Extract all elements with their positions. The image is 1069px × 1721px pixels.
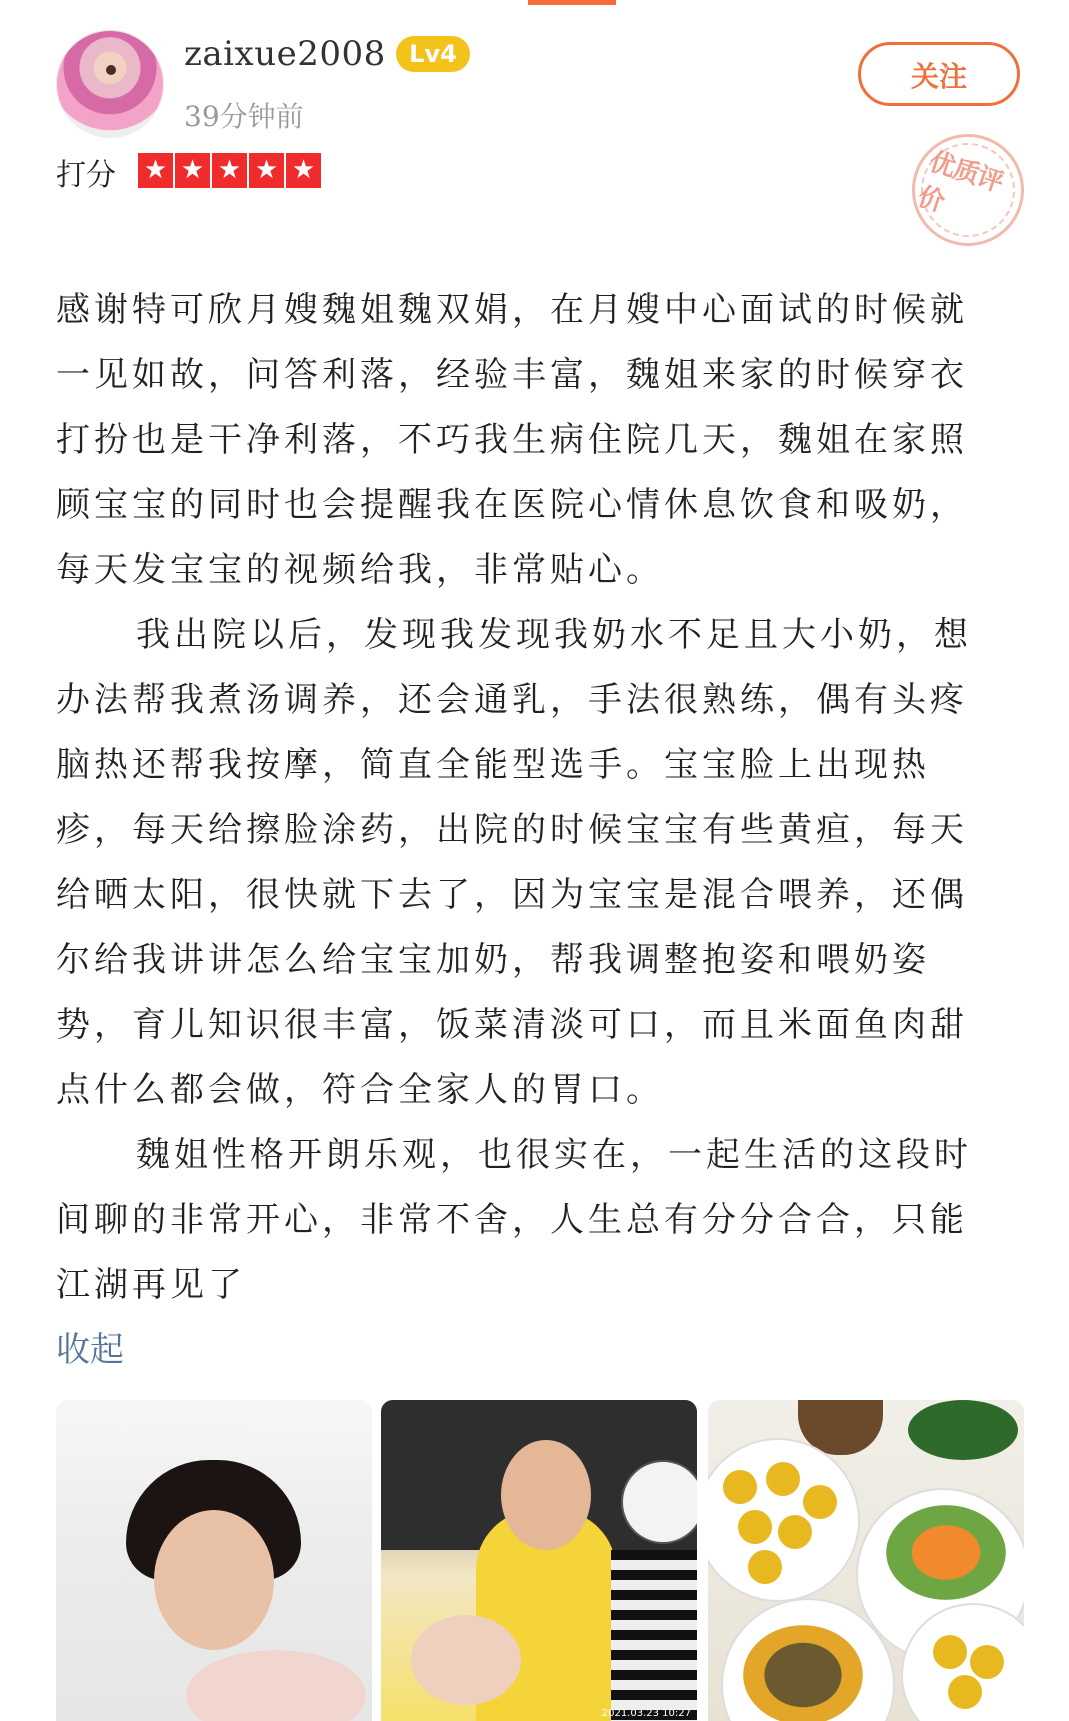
photo-bun [778,1515,812,1549]
username[interactable]: zaixue2008 [184,34,386,74]
collapse-link[interactable]: 收起 [56,1330,124,1370]
avatar[interactable] [56,30,164,138]
photo-bun [738,1510,772,1544]
rating-stars [138,153,321,188]
review-paragraph: 魏姐性格开朗乐观，也很实在，一起生活的这段时间聊的非常开心，非常不舍，人生总有分分合合，只能江湖再见了 [56,1135,972,1305]
avatar-detail [106,65,116,75]
photo-baby [411,1615,521,1705]
review-photo-2[interactable] [381,1400,697,1721]
photo-baby [186,1650,366,1721]
review-photo-3[interactable] [708,1400,1024,1721]
photo-face [501,1440,591,1550]
follow-button[interactable]: 关注 [858,42,1020,106]
photo-striped-shirt [611,1550,697,1721]
photo-bun [748,1550,782,1584]
star-icon: ★ [286,153,321,188]
cat-sticker-icon [621,1460,697,1544]
photo-greens [908,1400,1018,1460]
photo-bun [723,1470,757,1504]
photo-bun [933,1635,967,1669]
review-paragraph: 我出院以后，发现我发现我奶水不足且大小奶，想办法帮我煮汤调养，还会通乳，手法很熟练，偶有头疼脑热还帮我按摩，简直全能型选手。宝宝脸上出现热疹，每天给擦脸涂药，出院的时候宝宝有些黄疸，每天给晒太阳，很快就下去了，因为宝宝是混合喂养，还偶尔给我讲讲怎么给宝宝加奶，帮我调整抱姿和喂奶姿势，育儿知识很丰富，饭菜清淡可口，而且米面鱼肉甜点什么都会做，符合全家人的胃口。 [56,615,972,1110]
post-time: 39分钟前 [184,100,304,133]
photo-bun [766,1462,800,1496]
rating-label: 打分 [56,158,116,193]
photo-bun [948,1675,982,1709]
star-icon: ★ [212,153,247,188]
star-icon: ★ [175,153,210,188]
star-icon: ★ [249,153,284,188]
photo-face [154,1510,274,1650]
review-body [56,278,1002,1318]
stamp-ring [909,131,1027,249]
review-paragraph: 感谢特可欣月嫂魏姐魏双娟，在月嫂中心面试的时候就一见如故，问答利落，经验丰富，魏姐来家的时候穿衣打扮也是干净利落，不巧我生病住院几天，魏姐在家照顾宝宝的同时也会提醒我在医院心情休息饮食和吸奶，每天发宝宝的视频给我，非常贴心。 [56,290,968,590]
stamp-text: 优质评价 [914,146,1007,219]
quality-review-stamp [897,119,1038,260]
star-icon: ★ [138,153,173,188]
photo-salad [886,1505,1006,1600]
photo-timestamp: 2021.03.23 10:27 [601,1708,691,1719]
photo-stew [743,1625,863,1721]
active-tab-indicator [528,0,616,5]
level-badge: Lv4 [396,36,470,72]
review-photo-1[interactable] [56,1400,372,1721]
photo-bun [803,1485,837,1519]
photo-bun [970,1645,1004,1679]
